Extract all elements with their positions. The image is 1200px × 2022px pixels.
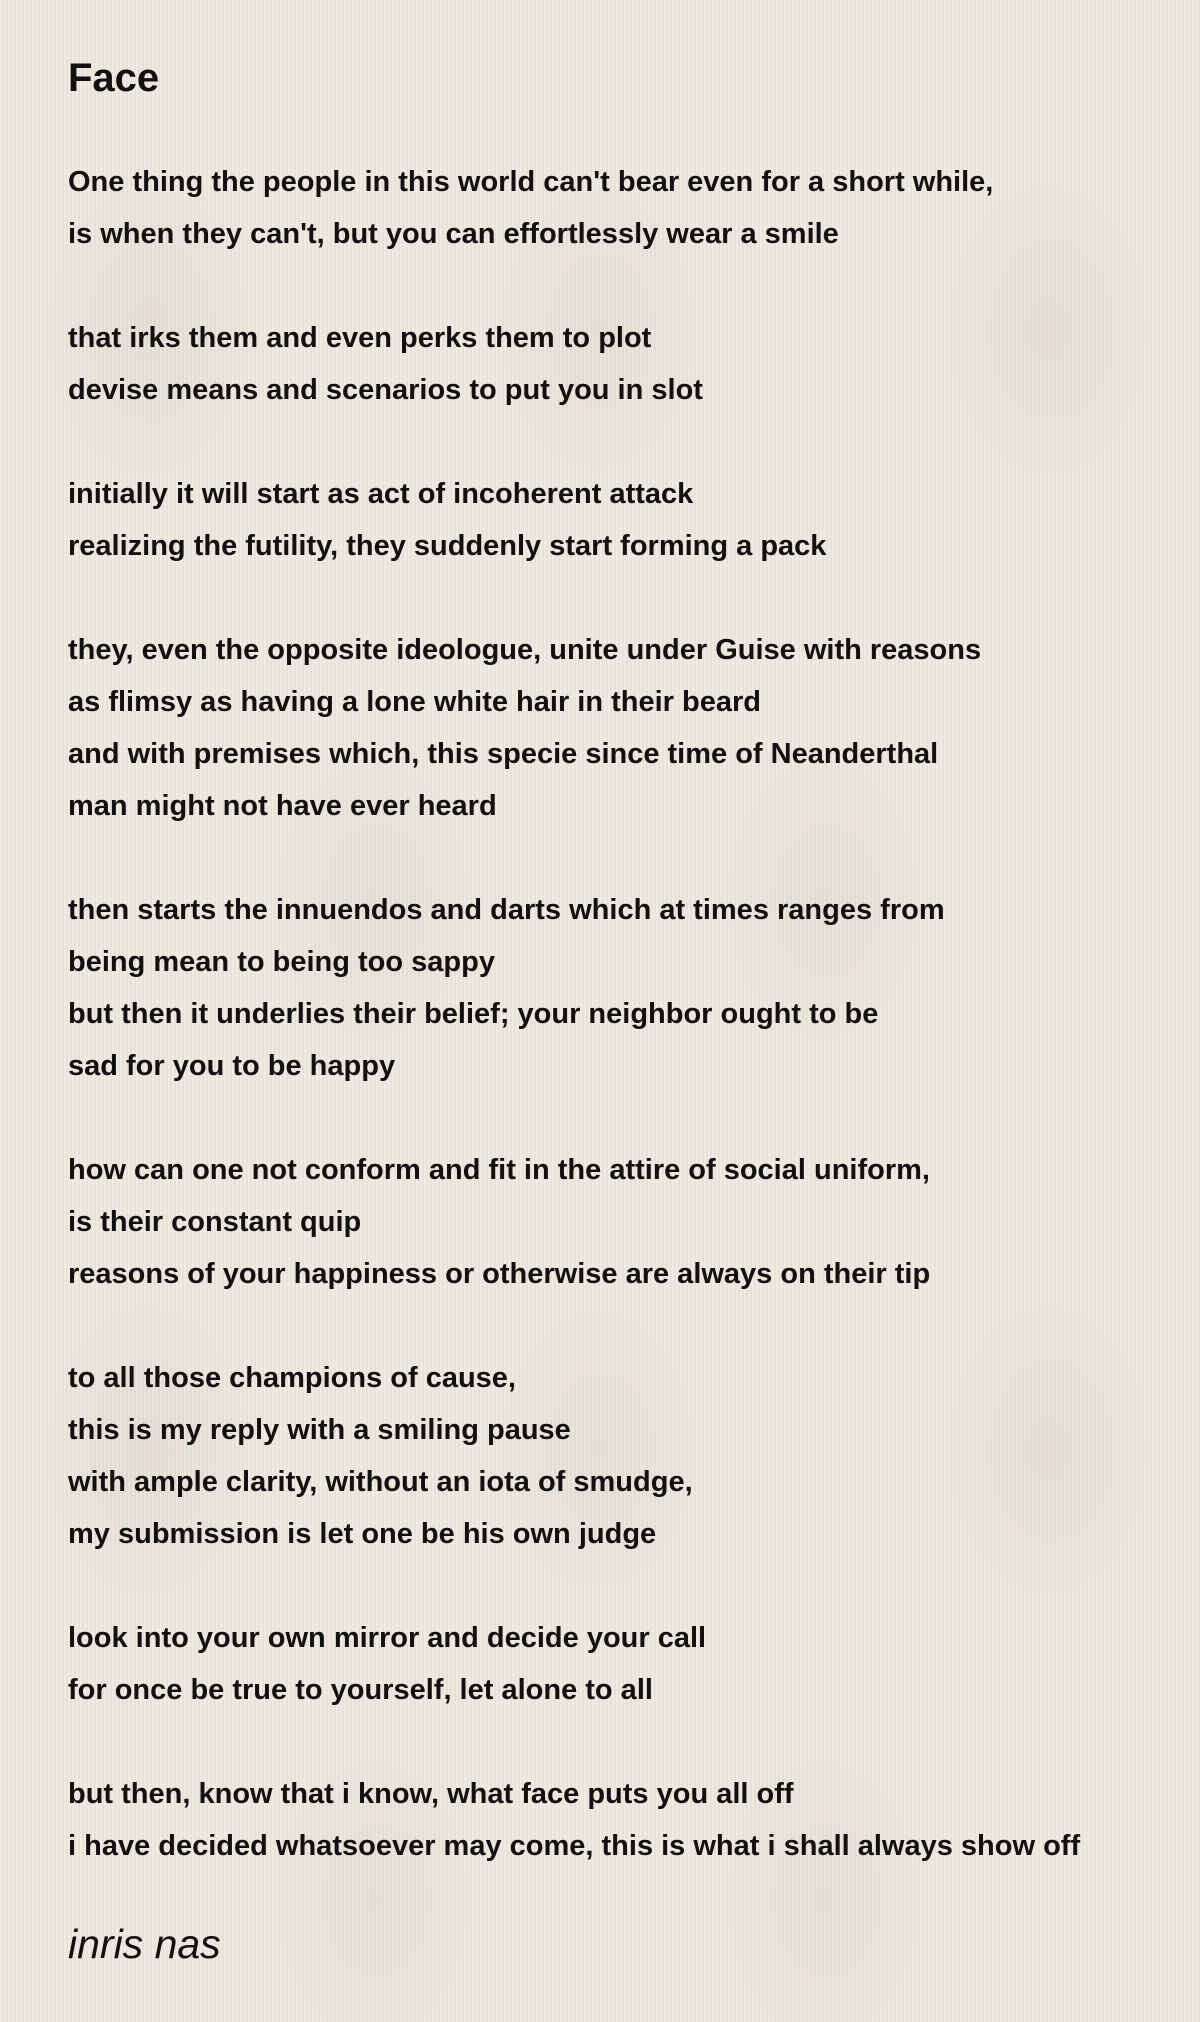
stanza — [68, 1144, 1198, 1300]
poem-title: Face — [68, 56, 160, 100]
stanza — [68, 624, 1198, 832]
poem-line: initially it will start as act of incoherent attack — [68, 478, 694, 510]
poem-line: to all those champions of cause, — [68, 1362, 516, 1394]
stanza — [68, 468, 1198, 572]
poem-line: then starts the innuendos and darts which at times ranges from — [68, 894, 945, 926]
poem-line: One thing the people in this world can't bear even for a short while, — [68, 166, 994, 198]
poem-line: how can one not conform and fit in the attire of social uniform, — [68, 1154, 930, 1186]
poem-line: they, even the opposite ideologue, unite under Guise with reasons — [68, 634, 982, 666]
poem-line: for once be true to yourself, let alone to all — [68, 1674, 653, 1706]
stanza — [68, 1352, 1198, 1560]
poem-line: but then, know that i know, what face puts you all off — [68, 1778, 794, 1810]
poem-line: look into your own mirror and decide your call — [68, 1622, 707, 1654]
poem-line: and with premises which, this specie since time of Neanderthal — [68, 738, 939, 770]
poem-line: is when they can't, but you can effortlessly wear a smile — [68, 218, 839, 250]
poem-author: inris nas — [68, 1921, 221, 1967]
stanza — [68, 1768, 1198, 1872]
poem-line: that irks them and even perks them to plot — [68, 322, 652, 354]
poem-line: as flimsy as having a lone white hair in their beard — [68, 686, 761, 718]
poem-line: with ample clarity, without an iota of smudge, — [68, 1466, 693, 1498]
poem-line: i have decided whatsoever may come, this is what i shall always show off — [68, 1830, 1081, 1862]
poem-line: man might not have ever heard — [68, 790, 497, 822]
poem-line: this is my reply with a smiling pause — [68, 1414, 571, 1446]
poem-line: sad for you to be happy — [68, 1050, 396, 1082]
stanza — [68, 312, 1198, 416]
poem-line: devise means and scenarios to put you in slot — [68, 374, 703, 406]
poem-line: is their constant quip — [68, 1206, 362, 1238]
poem-line: being mean to being too sappy — [68, 946, 495, 978]
poem-line: realizing the futility, they suddenly start forming a pack — [68, 530, 827, 562]
poem-body — [68, 156, 1198, 1872]
stanza — [68, 884, 1198, 1092]
poem-container — [68, 48, 1198, 1924]
poem-line: reasons of your happiness or otherwise are always on their tip — [68, 1258, 931, 1290]
poem-line: my submission is let one be his own judge — [68, 1518, 657, 1550]
stanza — [68, 1612, 1198, 1716]
poem-line: but then it underlies their belief; your neighbor ought to be — [68, 998, 879, 1030]
stanza — [68, 156, 1198, 260]
